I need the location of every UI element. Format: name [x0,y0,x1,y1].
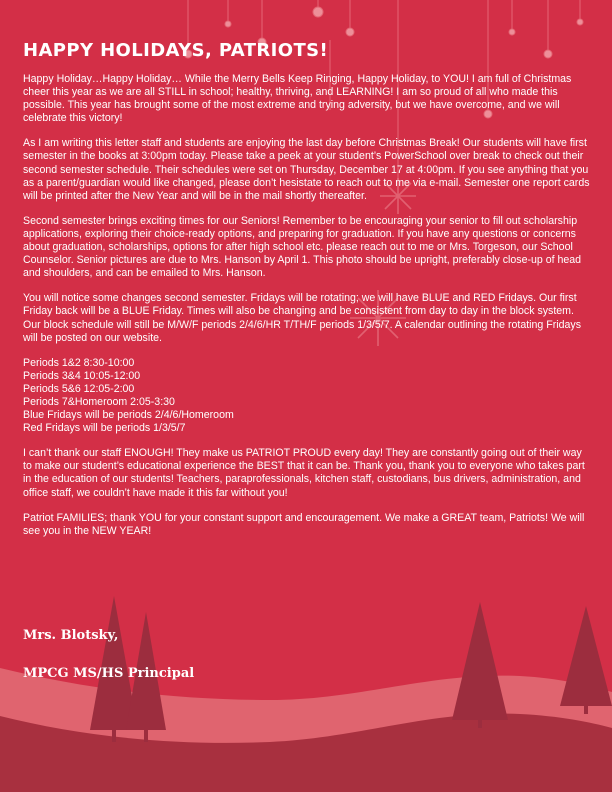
paragraph-schedule-changes: You will notice some changes second semester. Fridays will be rotating; we will have BLUE and RED Fridays. Our first Friday back will be a BLUE Friday. Times will also be changing and be consistent from day to day in the block system. Our block schedule will still be M/W/F periods 2/4/6/HR T/TH/F periods 1/3/5/7. A calendar outlining the rotating Fridays will be posted on our website. [23,292,581,344]
signature-title: MPCG MS/HS Principal [23,666,195,681]
letter-body [23,40,591,550]
letter-title: HAPPY HOLIDAYS, PATRIOTS! [23,40,329,61]
paragraph-staff-thanks: I can’t thank our staff ENOUGH! They make us PATRIOT PROUD every day! They are constantly going out of their way to make our student’s educational experience the BEST that it can be. Thank you, thank you to everyone who takes part in the education of our students! Teachers, paraprofessionals, kitchen staff, custodians, bus drivers, administration, and office staff, we couldn’t have made it this far without you! [23,447,585,499]
paragraph-seniors: Second semester brings exciting times for our Seniors! Remember to be encouraging your senior to fill out scholarship applications, exploring their choice-ready options, and preparing for graduation. If you have any questions or concerns about graduation, scholarships, options for after high school etc. please reach out to me or Mrs. Torgeson, our School Counselor. Senior pictures are due to Mrs. Hanson by April 1. This photo should be upright, preferably close-up of head and shoulders, and can be emailed to Mrs. Hanson. [23,214,582,280]
schedule-line: Periods 3&4 10:05-12:00 [23,369,141,382]
schedule-line: Periods 7&Homeroom 2:05-3:30 [23,395,175,408]
schedule-line: Periods 5&6 12:05-2:00 [23,382,135,395]
schedule-line: Red Fridays will be periods 1/3/5/7 [23,422,186,435]
schedule-line: Blue Fridays will be periods 2/4/6/Homeroom [23,409,234,422]
paragraph-semester-end: As I am writing this letter staff and students are enjoying the last day before Christmas Break! Our students will have first semester in the books at 3:00pm today. Please take a peek at your student’s PowerSchool over break to check out their second semester schedule. Their schedules were set on Thursday, December 17 at 4:00pm. If you see anything that you as a parent/guardian would like changed, please don’t hesistate to reach out to me via e-mail. Semester one report cards will be printed after the New Year and will be in the mail shortly thereafter. [23,137,590,202]
paragraph-greeting: Happy Holiday…Happy Holiday… While the Merry Bells Keep Ringing, Happy Holiday, to YOU! I am full of Christmas cheer this year as we are all STILL in school; healthy, thriving, and LEARNING! I am so proud of all who made this possible. This year has brought some of the most extreme and trying adversity, but we have overcome, and we will celebrate this victory! [23,73,572,125]
schedule-line: Periods 1&2 8:30-10:00 [23,356,135,369]
signature-name: Mrs. Blotsky, [23,628,119,643]
paragraph-families: Patriot FAMILIES; thank YOU for your constant support and encouragement. We make a GREAT team, Patriots! We will see you in the NEW YEAR! [23,511,585,537]
period-schedule [23,357,591,436]
